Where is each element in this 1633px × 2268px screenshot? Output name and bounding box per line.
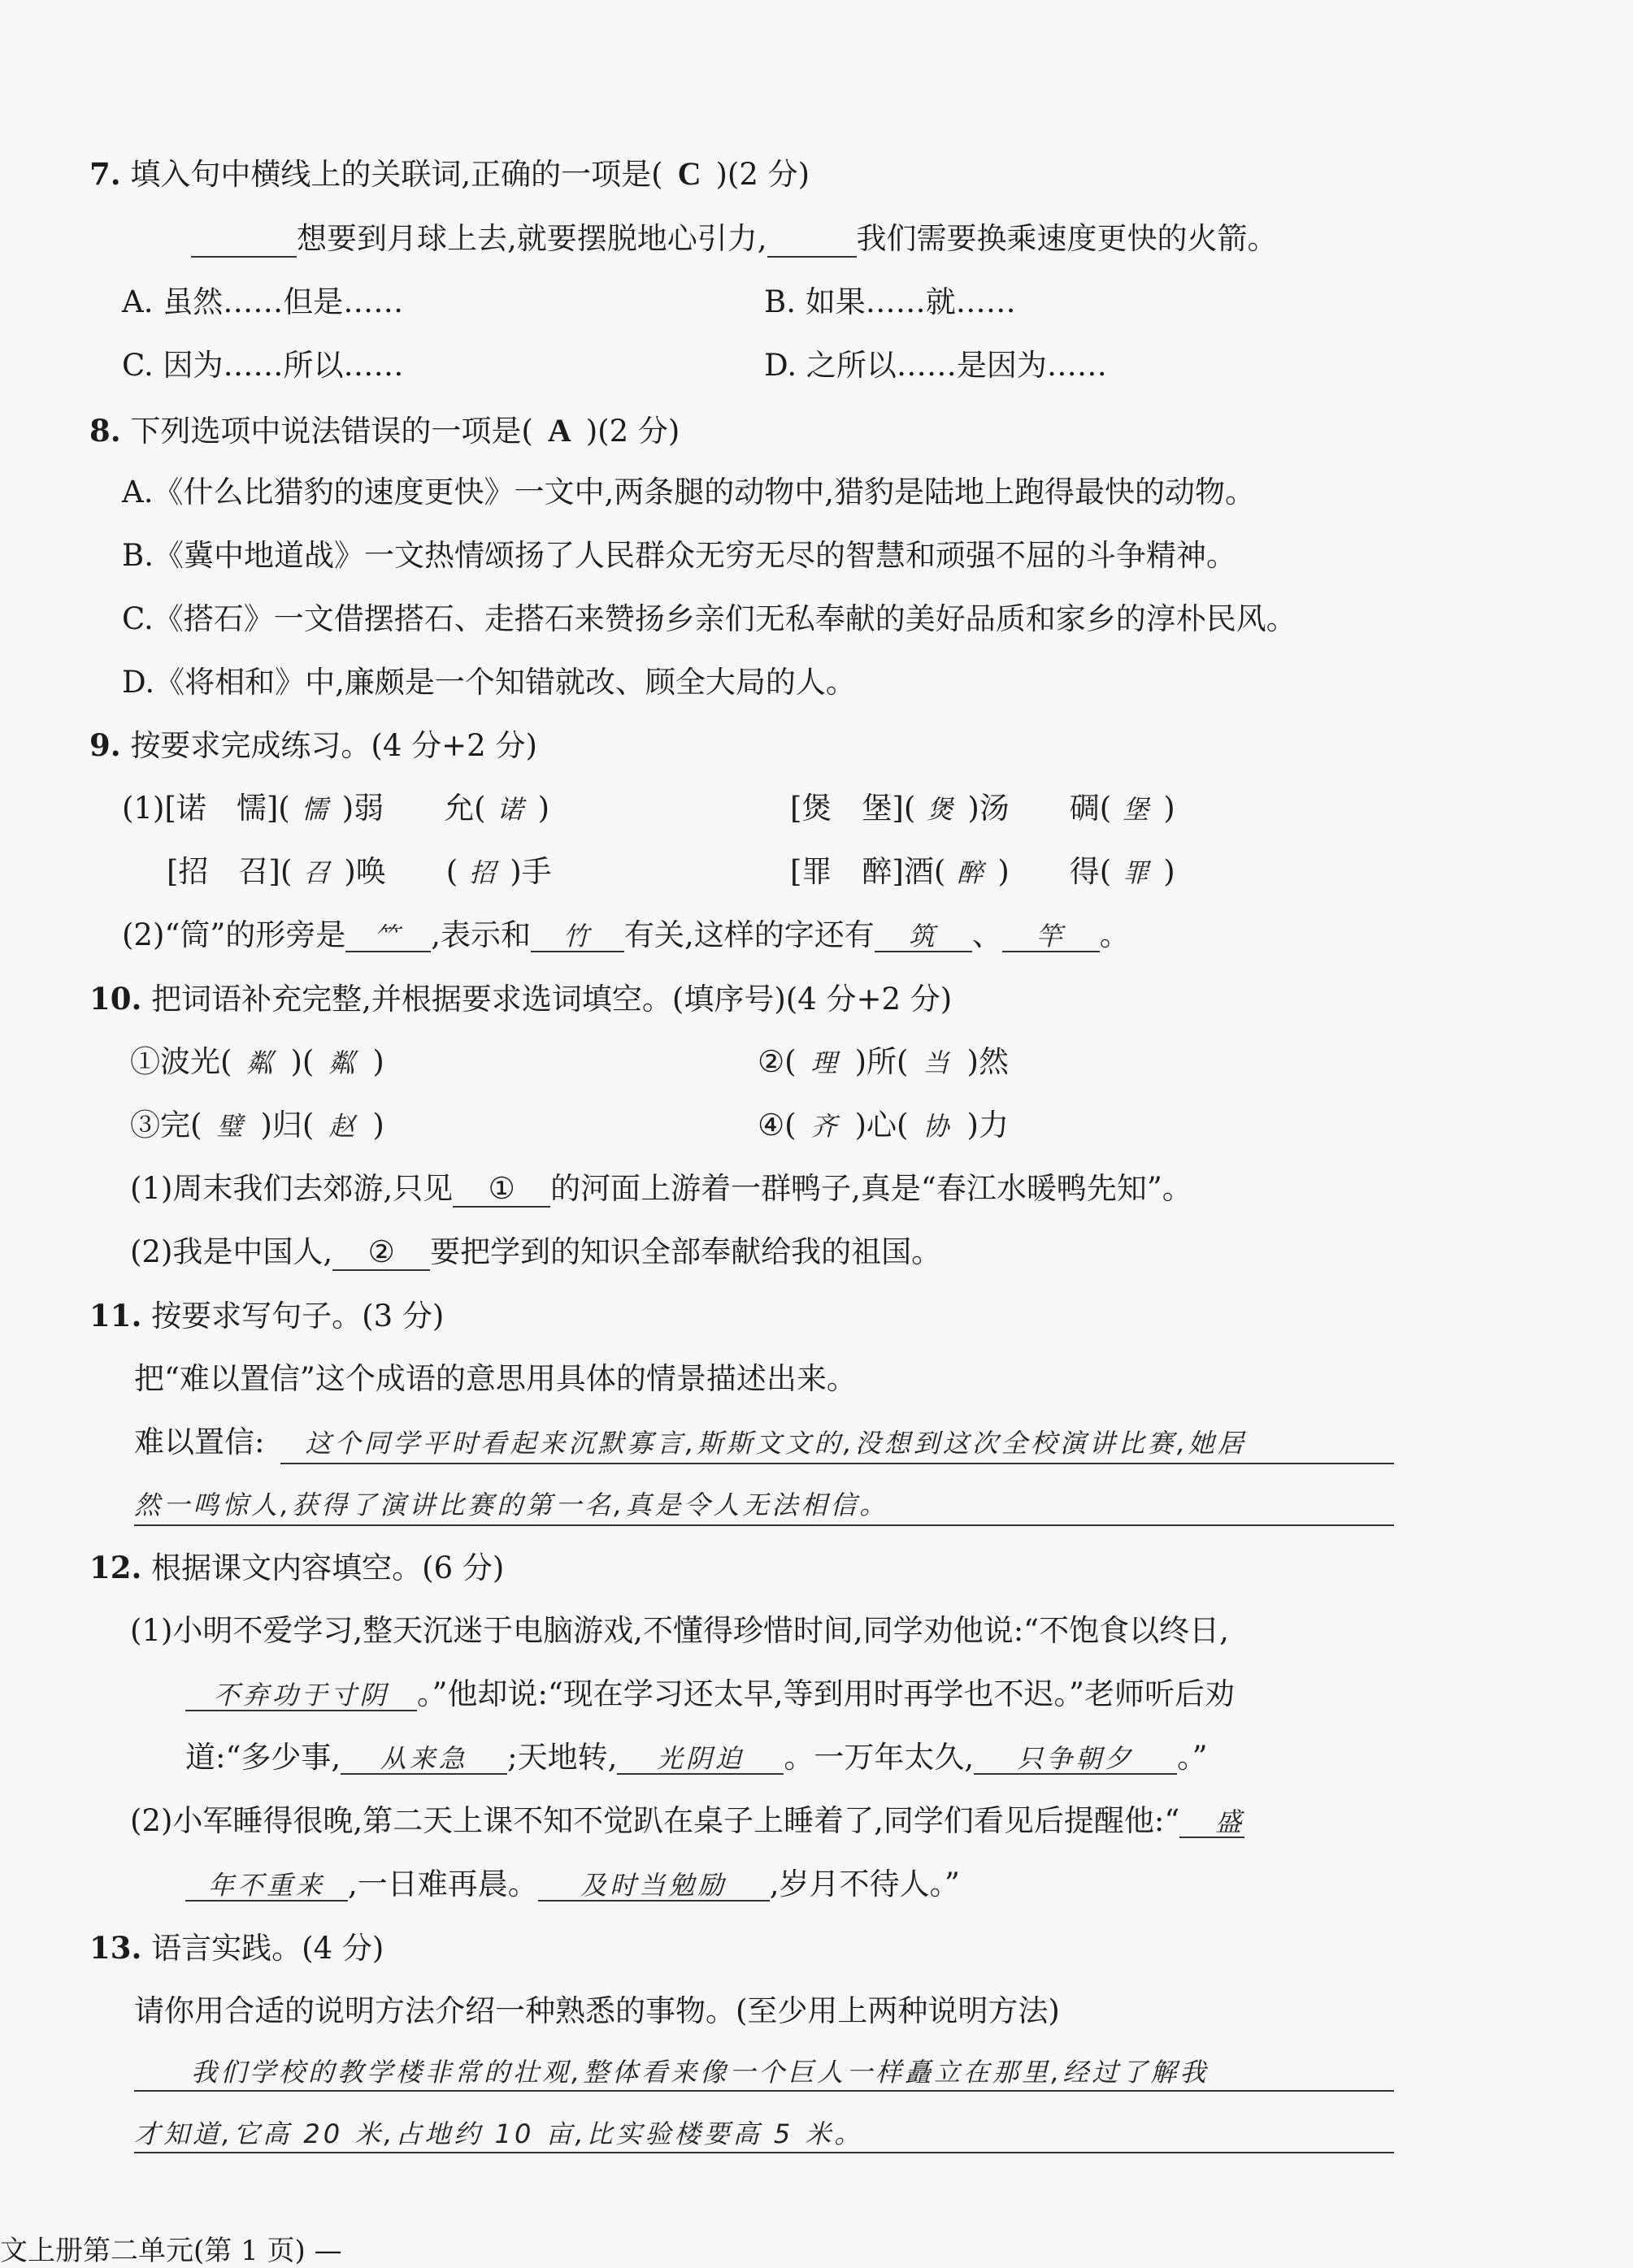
- q9-row-2-right: [790, 854, 1175, 890]
- q13-answer-line-2: 才知道,它高 20 米,占地约 10 亩,比实验楼要高 5 米。: [134, 2118, 864, 2149]
- q9-p2-prefix: (2)“筒”的形旁是: [122, 917, 346, 952]
- q7-sentence-part-1: 想要到月球上去,就要摆脱地心引力,: [297, 221, 767, 256]
- q13-answer-line-1: 我们学校的教学楼非常的壮观,整体看来像一个巨人一样矗立在那里,经过了解我: [191, 2057, 1210, 2088]
- q9-stem-text: 按要求完成练习。(4 分+2 分): [130, 728, 537, 763]
- q9-part-2: [122, 917, 1130, 953]
- q8-answer: A: [547, 412, 571, 449]
- q10-w2-answer-1: 理: [810, 1047, 840, 1078]
- q9-p2-answer-radical: ⺮: [345, 922, 431, 952]
- q12-p1-line-3-prefix: 道:“多少事,: [185, 1740, 341, 1775]
- q11-stem: [89, 1298, 444, 1334]
- q10-w1-end: ): [372, 1044, 384, 1079]
- q12-p1-answer-4: 只争朝夕: [974, 1745, 1177, 1775]
- q8-option-b: B.《冀中地道战》一文热情颂扬了人民群众无穷无尽的智慧和顽强不屈的斗争精神。: [122, 538, 1236, 573]
- q13-stem-text: 语言实践。(4 分): [151, 1931, 384, 1966]
- q7-option-d: D. 之所以……是因为……: [764, 348, 1107, 383]
- q10-w2-mid: )所(: [854, 1044, 909, 1079]
- q7-blank-1: [191, 223, 297, 258]
- q9-r2-right-end: ): [1163, 854, 1175, 889]
- q10-w3-end: ): [372, 1108, 384, 1143]
- q10-s1-answer: ①: [453, 1173, 550, 1208]
- q7-answer: C: [677, 155, 701, 192]
- q8-option-c: C.《搭石》一文借摆搭石、走搭石来赞扬乡亲们无私奉献的美好品质和家乡的淳朴民风。: [122, 601, 1296, 636]
- q13-rule-1: [134, 2090, 1394, 2092]
- q9-r1-right-prefix: [煲 堡](: [790, 791, 916, 826]
- q9-p2-mid: ,表示和: [431, 917, 532, 952]
- q10-s2-prefix: (2)我是中国人,: [130, 1234, 333, 1269]
- q10-w4-answer-2: 协: [923, 1111, 953, 1142]
- q12-p1-answer-1: 不弃功于寸阴: [185, 1681, 417, 1711]
- q11-label: 难以置信:: [134, 1425, 265, 1459]
- page-footer: 文上册第二单元(第 1 页) —: [0, 2235, 342, 2267]
- q12-p2-answer-1-start: 盛: [1179, 1808, 1244, 1838]
- q7-option-c: C. 因为……所以……: [122, 348, 404, 383]
- q12-p1-line-3-mid-2: 。一万年太久,: [784, 1740, 975, 1775]
- q7-blank-2: [767, 223, 857, 258]
- q13-prompt: 请你用合适的说明方法介绍一种熟悉的事物。(至少用上两种说明方法): [134, 1993, 1060, 2028]
- q12-p1-line-3-end: 。”: [1177, 1740, 1208, 1775]
- q9-r1-answer-4: 堡: [1123, 794, 1153, 825]
- q10-sentence-2: [130, 1234, 941, 1271]
- q12-p1-line-3-mid: ;天地转,: [507, 1740, 618, 1775]
- q9-r2-answer-3: 醉: [957, 857, 987, 888]
- q9-r1-end: ): [537, 791, 550, 826]
- q12-part-1-line-2: [185, 1676, 1235, 1712]
- q9-number: 9.: [89, 727, 121, 763]
- q9-r2-answer-4: 罪: [1123, 857, 1153, 888]
- q10-word-3: [130, 1108, 384, 1143]
- q9-row-1-left: [122, 791, 549, 826]
- q9-r2-end: )手: [510, 854, 552, 889]
- q10-word-1: [130, 1044, 384, 1080]
- q9-p2-mid-2: 有关,这样的字还有: [624, 917, 875, 952]
- q12-p1-line-2-text: 。”他却说:“现在学习还太早,等到用时再学也不迟。”老师听后劝: [417, 1676, 1235, 1711]
- q7-points: )(2 分): [715, 157, 810, 192]
- q10-word-2: [758, 1044, 1009, 1080]
- q7-sentence-part-2: 我们需要换乘速度更快的火箭。: [856, 221, 1278, 256]
- q9-r2-right-prefix: [罪 醉]酒(: [790, 854, 946, 889]
- q12-part-1-line-3: [185, 1740, 1208, 1776]
- q10-w3-prefix: ③完(: [130, 1108, 202, 1143]
- q11-answer-line-1: [134, 1425, 1247, 1460]
- q9-r1-prefix: (1)[诺 懦](: [122, 791, 290, 826]
- q9-r1-right-end: ): [1163, 791, 1175, 826]
- q8-option-d: D.《将相和》中,廉颇是一个知错就改、顾全大局的人。: [122, 665, 856, 700]
- q9-r1-answer-1: 懦: [301, 794, 331, 825]
- q10-w4-answer-1: 齐: [810, 1111, 840, 1142]
- q12-part-2-line-2: [185, 1867, 960, 1902]
- q10-w2-answer-2: 当: [923, 1047, 953, 1078]
- q8-option-a: A.《什么比猎豹的速度更快》一文中,两条腿的动物中,猎豹是陆地上跑得最快的动物。: [122, 475, 1256, 510]
- q13-stem: [89, 1930, 384, 1967]
- q10-number: 10.: [89, 981, 142, 1017]
- q10-w3-mid: )归(: [260, 1108, 315, 1143]
- q9-r2-answer-1: 召: [303, 857, 333, 888]
- q7-option-b: B. 如果……就……: [764, 284, 1016, 319]
- q12-number: 12.: [89, 1550, 142, 1585]
- q12-p1-answer-2: 从来急: [341, 1745, 507, 1775]
- q12-stem: [89, 1550, 504, 1586]
- q10-w1-answer-2: 粼: [328, 1047, 358, 1078]
- q10-w1-prefix: ①波光(: [130, 1044, 232, 1079]
- q9-r2-prefix: [招 召](: [167, 854, 293, 889]
- q10-stem: [89, 981, 952, 1017]
- q9-p2-answer-example-2: 竿: [1002, 922, 1100, 952]
- q11-number: 11.: [89, 1298, 142, 1333]
- q10-w1-mid: )(: [290, 1044, 315, 1079]
- q9-p2-end: 。: [1099, 917, 1130, 952]
- q9-r2-mid: )唤 (: [344, 854, 458, 889]
- q12-p2-line-2-end: ,岁月不待人。”: [769, 1867, 960, 1902]
- q13-number: 13.: [89, 1930, 142, 1966]
- q7-sentence: [191, 221, 1278, 258]
- q7-stem: [89, 154, 810, 193]
- q11-answer-text-1: 这个同学平时看起来沉默寡言,斯斯文文的,没想到这次全校演讲比赛,她居: [305, 1428, 1247, 1459]
- q9-p2-answer-example-1: 筑: [875, 922, 972, 952]
- q9-stem: [89, 727, 537, 764]
- q10-stem-text: 把词语补充完整,并根据要求选词填空。(填序号)(4 分+2 分): [151, 982, 953, 1017]
- q12-p2-answer-2: 及时当勉励: [538, 1871, 770, 1902]
- q9-p2-separator: 、: [971, 917, 1002, 952]
- q11-prompt: 把“难以置信”这个成语的意思用具体的情景描述出来。: [134, 1361, 857, 1396]
- q10-w1-answer-1: 粼: [246, 1047, 276, 1078]
- q10-w3-answer-1: 璧: [216, 1111, 246, 1142]
- q12-p1-answer-3: 光阴迫: [617, 1745, 784, 1775]
- q12-part-1-line-1: (1)小明不爱学习,整天沉迷于电脑游戏,不懂得珍惜时间,同学劝他说:“不饱食以终日,: [130, 1613, 1229, 1648]
- q10-s2-suffix: 要把学到的知识全部奉献给我的祖国。: [430, 1234, 942, 1269]
- q9-r2-answer-2: 招: [469, 857, 499, 888]
- q9-row-1-right: [790, 791, 1175, 826]
- q8-number: 8.: [89, 413, 121, 449]
- q7-stem-text: 填入句中横线上的关联词,正确的一项是(: [130, 157, 663, 192]
- q10-w4-end: )力: [966, 1108, 1009, 1143]
- q10-sentence-1: [130, 1171, 1192, 1208]
- q9-r2-right-mid: ) 得(: [997, 854, 1112, 889]
- q10-s2-answer: ②: [332, 1236, 430, 1271]
- q11-answer-line-2: 然一鸣惊人,获得了演讲比赛的第一名,真是令人无法相信。: [134, 1490, 889, 1520]
- q10-w4-prefix: ④(: [758, 1108, 797, 1143]
- q10-w4-mid: )心(: [854, 1108, 909, 1143]
- q10-s1-suffix: 的河面上游着一群鸭子,真是“春江水暖鸭先知”。: [550, 1171, 1192, 1206]
- q9-r1-answer-2: 诺: [497, 794, 527, 825]
- q9-p2-answer-meaning: 竹: [531, 922, 624, 952]
- q9-r1-mid: )弱 允(: [341, 791, 486, 826]
- q12-p2-answer-1-end: 年不重来: [185, 1871, 348, 1902]
- q9-r1-right-mid: )汤 碉(: [967, 791, 1112, 826]
- q10-s1-prefix: (1)周末我们去郊游,只见: [130, 1171, 454, 1206]
- q10-w2-end: )然: [966, 1044, 1009, 1079]
- q12-stem-text: 根据课文内容填空。(6 分): [151, 1550, 505, 1585]
- q7-number: 7.: [89, 156, 121, 192]
- q8-stem: [89, 411, 680, 450]
- q13-rule-2: [134, 2152, 1394, 2153]
- q9-r1-answer-3: 煲: [927, 794, 957, 825]
- q8-points: )(2 分): [585, 414, 680, 449]
- q11-stem-text: 按要求写句子。(3 分): [151, 1299, 445, 1333]
- q12-part-2-line-1: [130, 1803, 1244, 1839]
- q12-p2-line-2-mid: ,一日难再晨。: [348, 1867, 538, 1902]
- q9-row-2-left: [167, 854, 552, 890]
- q10-w2-prefix: ②(: [758, 1044, 797, 1079]
- q10-word-4: [758, 1108, 1009, 1143]
- q10-w3-answer-2: 赵: [328, 1111, 358, 1142]
- q11-rule-1: [280, 1463, 1394, 1464]
- q11-rule-2: [134, 1524, 1394, 1526]
- q7-option-a: A. 虽然……但是……: [122, 284, 404, 319]
- q8-stem-text: 下列选项中说法错误的一项是(: [130, 414, 533, 449]
- q12-p2-line-1-text: (2)小军睡得很晚,第二天上课不知不觉趴在桌子上睡着了,同学们看见后提醒他:“: [130, 1803, 1180, 1838]
